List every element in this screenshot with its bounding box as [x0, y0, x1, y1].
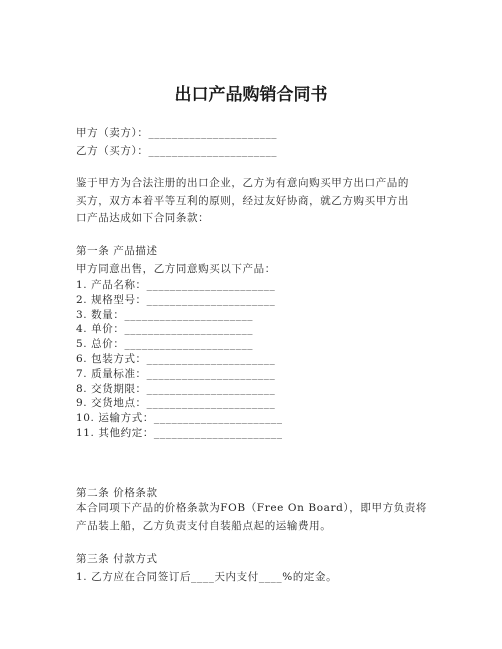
list-item: 2. 规格型号：______________________: [76, 293, 276, 306]
list-item: 1. 产品名称：______________________: [76, 279, 276, 291]
body-line: 本合同项下产品的价格条款为FOB（Free On Board），即甲方负责将: [76, 502, 427, 514]
section-2-body: [76, 500, 426, 535]
list-item: 5. 总价：______________________: [76, 338, 254, 351]
list-item: 7. 质量标准：______________________: [76, 367, 276, 380]
section-1-intro: 甲方同意出售，乙方同意购买以下产品：: [76, 263, 276, 275]
intro-line: 买方，双方本着平等互利的原则，经过友好协商，就乙方购买甲方出: [76, 194, 409, 207]
section-3-title: 第三条 付款方式: [76, 553, 158, 565]
party-a-line: 甲方（卖方）：______________________: [76, 127, 278, 139]
list-item: 11. 其他约定：______________________: [76, 426, 283, 439]
document-title: 出口产品购销合同书: [174, 85, 328, 105]
body-line: 产品装上船，乙方负责支付自装船点起的运输费用。: [76, 519, 332, 532]
product-field-list: [76, 278, 283, 441]
list-item: 9. 交货地点：______________________: [76, 397, 276, 410]
list-item: 10. 运输方式：______________________: [76, 412, 283, 425]
intro-line: 鉴于甲方为合法注册的出口企业，乙方为有意向购买甲方出口产品的: [76, 177, 409, 189]
section-1-title: 第一条 产品描述: [76, 245, 158, 257]
section-2-title: 第二条 价格条款: [76, 487, 158, 499]
list-item: 6. 包装方式：______________________: [76, 352, 276, 365]
intro-paragraph: [76, 175, 426, 228]
intro-line: 口产品达成如下合同条款：: [76, 212, 210, 224]
section-3-item: 1. 乙方应在合同签订后____天内支付____%的定金。: [76, 571, 338, 583]
list-item: 4. 单价：______________________: [76, 323, 254, 336]
list-item: 8. 交货期限：______________________: [76, 382, 276, 395]
party-b-line: 乙方（买方）：______________________: [76, 145, 278, 157]
list-item: 3. 数量：______________________: [76, 308, 254, 321]
